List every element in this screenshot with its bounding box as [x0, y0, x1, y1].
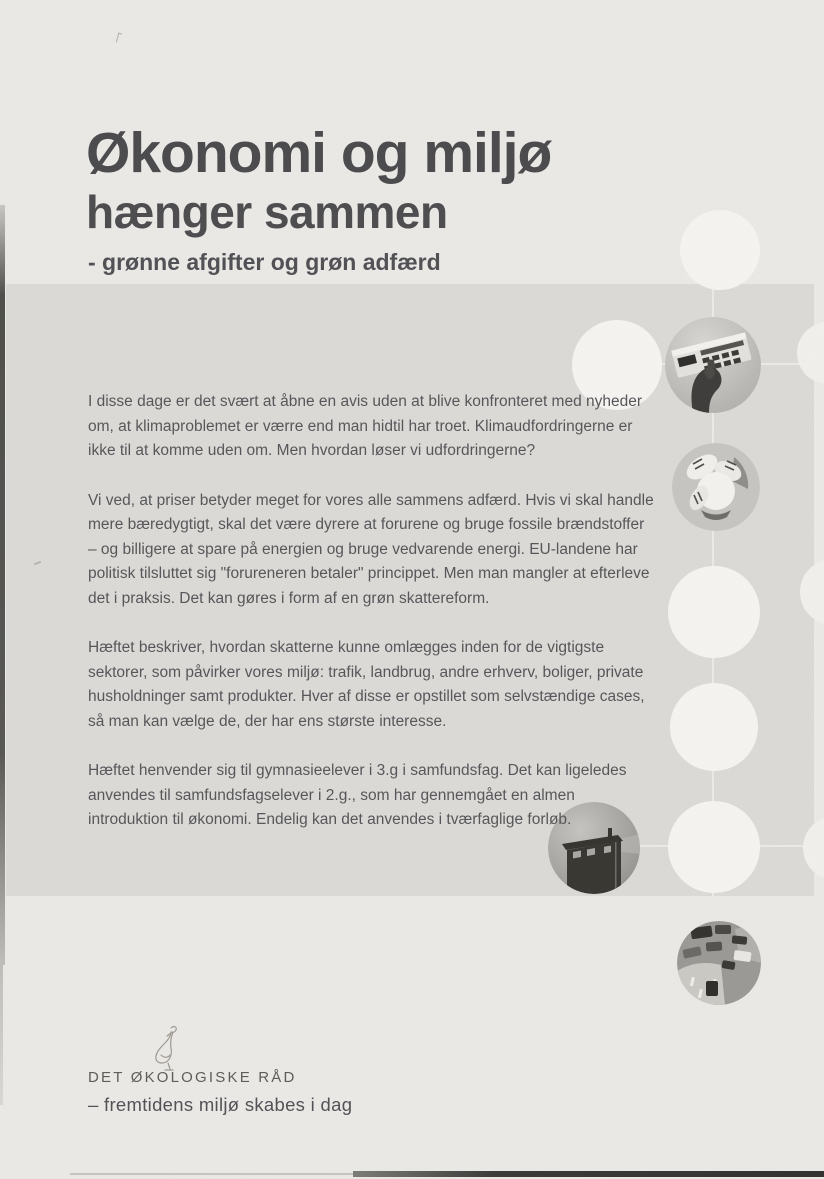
intro-text-block: [88, 390, 654, 858]
traffic-photo-illustration: [677, 921, 761, 1005]
paragraph-prices-behaviour: Vi ved, at priser betyder meget for vores alle sammens adfærd. Hvis vi skal handle mere bæredygtigt, skal det være dyrere at forurene og bruge fossile brændstoffer – og billigere at spare på energien og bruge vedvarende energi. EU-landene har politisk tilsluttet sig "forureneren betaler" princippet. Men man mangler at efterleve det i praksis. Det kan gøres i form af en grøn skattereform.: [88, 491, 654, 607]
paragraph-target-audience: Hæftet henvender sig til gymnasieelever i 3.g i samfundsfag. Det kan ligeledes anvendes til samfundsfagselever i 2.g., som har gennemgået en almen introduktion til økonomi. Endelig kan det anvendes i tværfaglige forløb.: [88, 762, 627, 828]
scan-edge-shadow-left: [0, 205, 5, 965]
page-subtitle: - grønne afgifter og grøn adfærd: [88, 249, 441, 275]
paragraph-climate-news: I disse dage er det svært at åbne en avis uden at blive konfronteret med nyheder om, at klimaproblemet er værre end man hidtil har troet. Klimaudfordringerne er ikke til at komme uden om. Men hvordan løser vi udfordringerne?: [88, 393, 643, 459]
newspapers-photo-illustration: [672, 443, 760, 531]
paragraph-booklet-sectors: Hæftet beskriver, hvordan skatterne kunne omlægges inden for de vigtigste sektorer, som påvirker vores miljø: trafik, landbrug, andre erhverv, boliger, private husholdninger samt produkter. Hver af disse er opstillet som selvstændige cases, så man kan vælge de, der har ens største interesse.: [88, 639, 645, 730]
page-title-line2: hænger sammen: [86, 186, 448, 238]
traffic-aerial-photo: [677, 921, 761, 1005]
scan-edge-shadow-bottom: [353, 1171, 824, 1177]
hand-holding-calculator-photo: [665, 317, 761, 413]
page-title-line1: Økonomi og miljø: [86, 121, 552, 185]
scan-edge-shadow-left-lower: [0, 965, 3, 1105]
scan-edge-shadow-bottom-faint: [70, 1173, 353, 1175]
organization-name: DET ØKOLOGISKE RÅD: [88, 1069, 297, 1086]
decor-circle-white-top: [680, 210, 760, 290]
organization-tagline: – fremtidens miljø skabes i dag: [88, 1094, 353, 1115]
decor-circle-white-1: [668, 566, 760, 658]
scan-speck-top: [116, 33, 122, 44]
decor-circle-white-2: [670, 683, 758, 771]
calculator-photo-illustration: [665, 317, 761, 413]
bird-icon: [146, 1024, 192, 1074]
decor-circle-white-3: [668, 801, 760, 893]
rolled-newspapers-photo: [672, 443, 760, 531]
